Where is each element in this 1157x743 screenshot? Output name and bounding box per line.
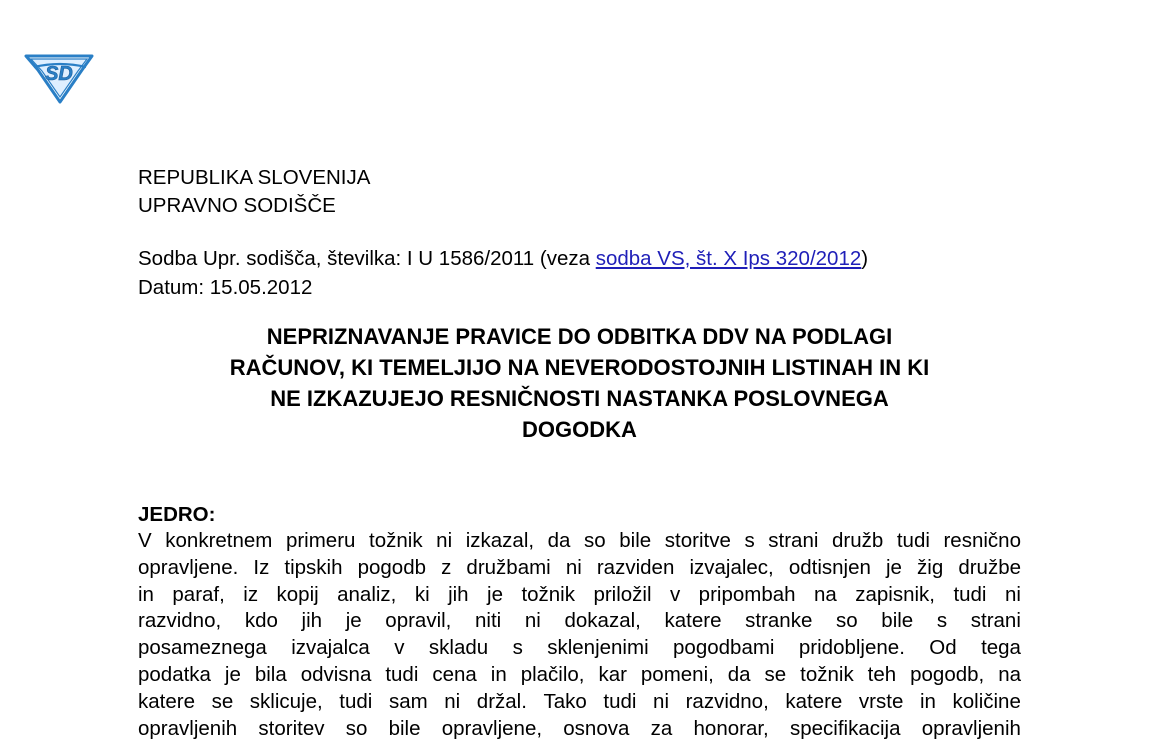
- case-number-text: Sodba Upr. sodišča, številka: I U 1586/2011 (veza: [138, 247, 596, 270]
- summary-word: priložil: [593, 582, 652, 606]
- court-shield-logo-icon: [22, 48, 96, 104]
- summary-word: odtisnjen: [788, 555, 871, 579]
- summary-word: iz: [243, 582, 259, 606]
- summary-word: pripombah: [698, 582, 796, 606]
- summary-word: tega: [981, 636, 1021, 660]
- summary-word: Tako: [543, 689, 587, 713]
- court-name: UPRAVNO SODIŠČE: [138, 194, 336, 217]
- summary-word: podatka: [138, 662, 211, 686]
- summary-word: da: [547, 529, 571, 552]
- summary-word: pogodb: [357, 555, 427, 579]
- summary-word: sklicuje,: [249, 689, 323, 713]
- summary-word: količine: [952, 689, 1021, 713]
- summary-line: [138, 528, 1021, 555]
- summary-word: skladu: [428, 636, 489, 660]
- title-line: NEPRIZNAVANJE PRAVICE DO ODBITKA DDV NA PODLAGI: [266, 324, 893, 349]
- summary-word: da: [727, 662, 751, 686]
- summary-word: ni: [444, 689, 461, 713]
- summary-word: kopij: [276, 582, 319, 606]
- summary-word: opravljenih: [138, 716, 238, 740]
- summary-line-words: [138, 528, 1021, 555]
- summary-word: družbami: [466, 555, 551, 579]
- summary-word: ni: [436, 529, 453, 552]
- summary-word: opravljene.: [138, 555, 239, 579]
- summary-word: storitve: [664, 529, 731, 552]
- summary-word: bile: [388, 716, 421, 740]
- summary-word: v: [394, 636, 405, 660]
- summary-line-words: [138, 689, 1021, 716]
- summary-word: držal.: [476, 689, 527, 713]
- summary-word: razvidno,: [138, 609, 222, 633]
- summary-word: se: [764, 662, 787, 686]
- summary-word: stranke: [745, 609, 813, 633]
- summary-word: izvajalca: [291, 636, 370, 660]
- summary-word: niti: [475, 609, 502, 633]
- summary-line: [138, 662, 1021, 689]
- summary-line: [138, 689, 1021, 716]
- summary-word: razviden: [596, 555, 675, 579]
- summary-line: [138, 582, 1021, 609]
- summary-word: so: [584, 529, 606, 552]
- summary-word: tožnik: [800, 662, 854, 686]
- related-judgment-link[interactable]: sodba VS, št. X Ips 320/2012: [595, 247, 862, 270]
- summary-word: honorar,: [693, 716, 769, 740]
- summary-word: na: [813, 582, 837, 606]
- summary-line: [138, 716, 1021, 743]
- summary-word: vrste: [858, 689, 904, 713]
- summary-word: sklenjenimi: [547, 636, 649, 660]
- summary-word: tipskih: [284, 555, 343, 579]
- logo-lettering: SD: [45, 63, 73, 85]
- summary-word: zapisnik,: [855, 582, 935, 606]
- summary-heading: JEDRO:: [138, 503, 216, 526]
- summary-word: katere: [785, 689, 843, 713]
- summary-word: s: [744, 529, 755, 552]
- document-page: [138, 164, 1021, 742]
- summary-word: ni: [565, 555, 582, 579]
- summary-word: opravil,: [385, 609, 452, 633]
- summary-word: Od: [929, 636, 957, 660]
- title-line: NE IZKAZUJEJO RESNIČNOSTI NASTANKA POSLOVNEGA: [270, 386, 889, 411]
- summary-word: ki: [414, 582, 430, 606]
- summary-word: tudi: [339, 689, 373, 713]
- summary-word: s: [936, 609, 948, 633]
- summary-word: za: [650, 716, 673, 740]
- summary-word: je: [224, 662, 241, 686]
- summary-word: pogodb,: [910, 662, 985, 686]
- summary-word: analiz,: [337, 582, 397, 606]
- summary-word: je: [487, 582, 503, 606]
- summary-word: tožnik: [521, 582, 575, 606]
- summary-word: ni: [1004, 582, 1021, 606]
- summary-word: na: [998, 662, 1021, 686]
- summary-line-words: [138, 608, 1021, 635]
- summary-line: [138, 635, 1021, 662]
- summary-word: s: [512, 636, 523, 660]
- summary-word: primeru: [285, 529, 356, 552]
- summary-word: resnično: [943, 529, 1021, 552]
- summary-word: jih: [448, 582, 469, 606]
- summary-word: katere: [138, 689, 195, 713]
- summary-word: odvisna: [300, 662, 372, 686]
- court-header: [138, 164, 1021, 220]
- summary-word: tudi: [603, 689, 637, 713]
- summary-word: strani: [970, 609, 1021, 633]
- summary-word: je: [885, 555, 902, 579]
- judgment-date: Datum: 15.05.2012: [138, 276, 313, 299]
- summary-word: izvajalec,: [689, 555, 774, 579]
- summary-word: tudi: [385, 662, 419, 686]
- summary-word: posameznega: [138, 636, 267, 660]
- summary-line-words: [138, 716, 1021, 743]
- summary-word: družb: [831, 529, 884, 552]
- summary-word: storitev: [258, 716, 325, 740]
- summary-word: tožnik: [369, 529, 423, 552]
- country-name: REPUBLIKA SLOVENIJA: [138, 166, 371, 189]
- summary-word: bile: [619, 529, 652, 552]
- summary-line-words: [138, 635, 1021, 662]
- summary-word: Iz: [253, 555, 270, 579]
- summary-word: razvidno,: [685, 689, 769, 713]
- summary-line-words: [138, 582, 1021, 609]
- summary-word: ni: [524, 609, 541, 633]
- summary-word: teh: [867, 662, 897, 686]
- case-number-line: [138, 244, 1021, 273]
- summary-line: [138, 555, 1021, 582]
- summary-word: opravljenih: [921, 716, 1021, 740]
- summary-line: [138, 608, 1021, 635]
- summary-word: žig: [917, 555, 944, 579]
- summary-line-words: [138, 555, 1021, 582]
- summary-word: plačilo,: [520, 662, 585, 686]
- summary-word: so: [836, 609, 858, 633]
- summary-text: [138, 528, 1021, 742]
- summary-word: cena: [432, 662, 477, 686]
- summary-word: dokazal,: [564, 609, 641, 633]
- summary-word: sam: [388, 689, 428, 713]
- case-reference: [138, 244, 1021, 302]
- judgment-title: [138, 321, 1021, 445]
- case-number-suffix: ): [861, 247, 869, 270]
- summary-word: strani: [768, 529, 819, 552]
- summary-word: osnova: [563, 716, 630, 740]
- summary-word: v: [669, 582, 681, 606]
- summary-word: ni: [653, 689, 670, 713]
- summary-word: tudi: [896, 529, 930, 552]
- summary-word: pridobljene.: [798, 636, 905, 660]
- summary-word: tudi: [953, 582, 987, 606]
- summary-word: se: [211, 689, 234, 713]
- summary-word: katere: [664, 609, 722, 633]
- summary-word: in: [490, 662, 507, 686]
- summary-word: družbe: [958, 555, 1021, 579]
- summary-word: je: [345, 609, 362, 633]
- summary-word: pogodbami: [673, 636, 775, 660]
- title-line: DOGODKA: [522, 417, 637, 442]
- summary-word: konkretnem: [165, 529, 273, 552]
- summary-word: jih: [301, 609, 323, 633]
- summary-word: bile: [881, 609, 914, 633]
- summary-word: z: [441, 555, 452, 579]
- summary-word: bila: [254, 662, 287, 686]
- summary-word: specifikacija: [789, 716, 901, 740]
- summary-word: opravljene,: [441, 716, 543, 740]
- summary-word: kar: [598, 662, 627, 686]
- summary-word: paraf,: [172, 582, 225, 606]
- summary-word: V: [138, 529, 152, 552]
- title-line: RAČUNOV, KI TEMELJIJO NA NEVERODOSTOJNIH LISTINAH IN KI: [229, 355, 930, 380]
- summary-word: izkazal,: [465, 529, 535, 552]
- summary-word: pomeni,: [640, 662, 714, 686]
- summary-word: in: [138, 582, 154, 606]
- summary-word: in: [919, 689, 936, 713]
- summary-word: kdo: [244, 609, 278, 633]
- summary-line-words: [138, 662, 1021, 689]
- summary-word: so: [345, 716, 368, 740]
